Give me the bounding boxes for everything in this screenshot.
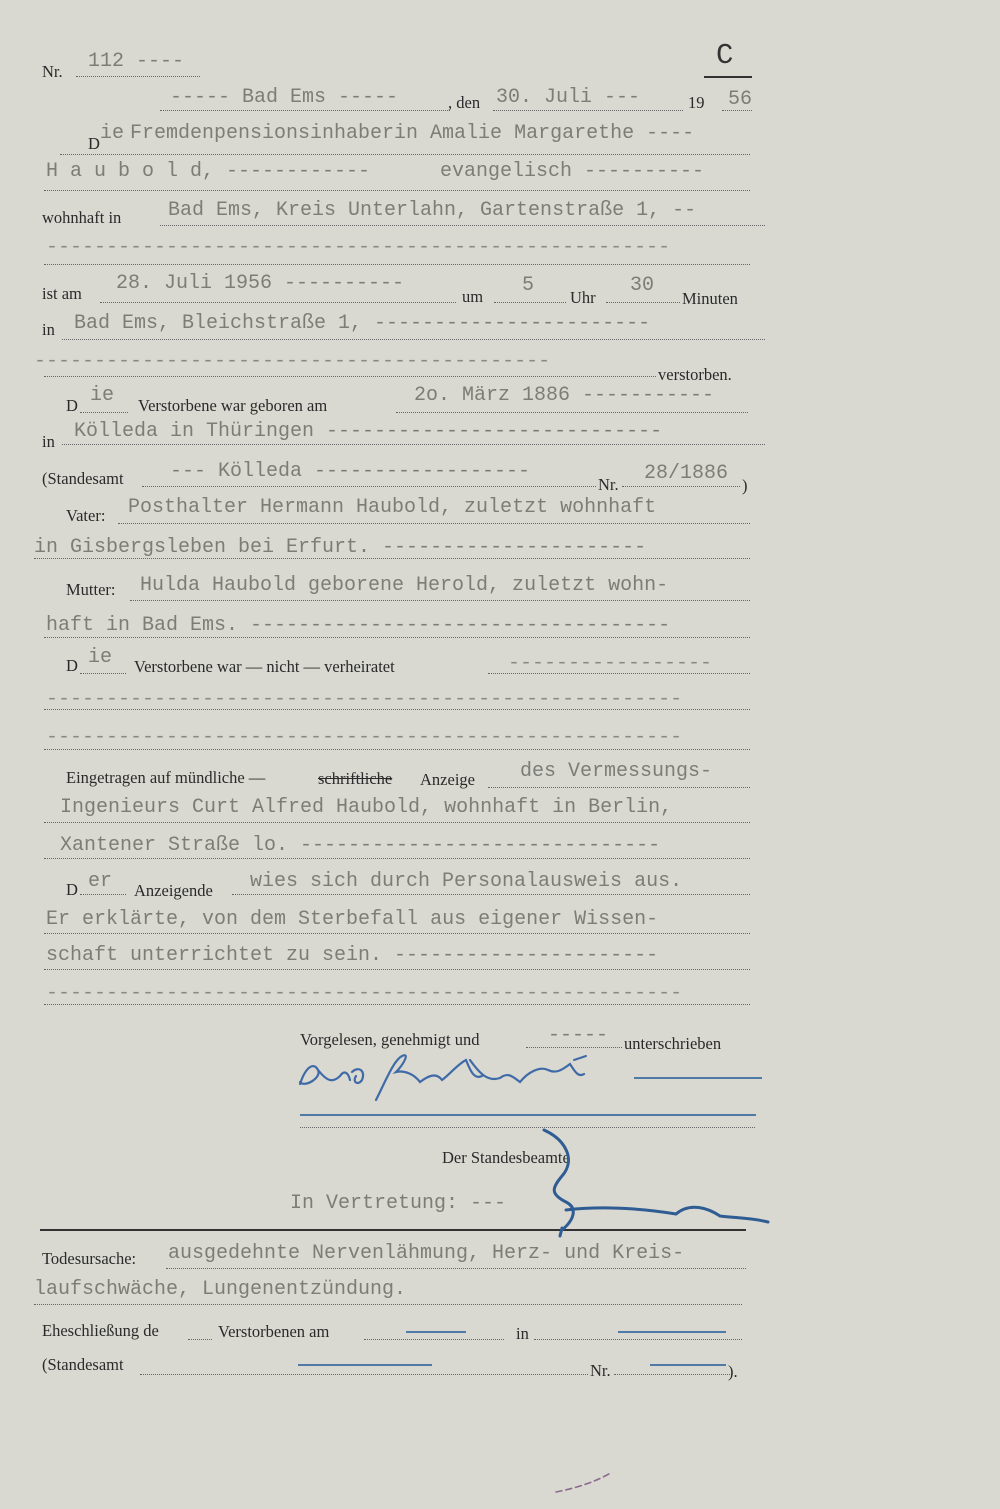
entry-verst-suffix: ie [90,384,115,407]
close-paren-2: ). [728,1362,738,1381]
geboren-label: Verstorbene war geboren am [138,396,328,415]
entry-married-suffix: ie [88,646,113,669]
nr-label: Nr. [42,62,63,81]
uhr-label: Uhr [570,288,596,307]
entry-declared-1: Er erklärte, von dem Sterbefall aus eigener Wissen- [46,908,659,931]
ist-am-label: ist am [42,284,82,303]
standesamt2-label: (Standesamt [42,1355,124,1374]
entry-death-place-cont: ------------------------------------------- [34,350,551,373]
anzeigende-d-label: D [66,880,78,899]
anzeige-label: Anzeige [420,770,475,789]
entry-married-fill: ----------------- [508,652,713,675]
in-label: in [42,320,55,339]
um-label: um [462,287,484,306]
standesamt-label: (Standesamt [42,469,124,488]
wohnhaft-label: wohnhaft in [42,208,122,227]
verheiratet-label: Verstorbene war — nicht — verheiratet [134,657,395,676]
entry-anzeigende-suffix: er [88,870,113,893]
entry-name-1: Fremdenpensionsinhaberin Amalie Margarethe ---- [130,122,695,145]
entry-father-1: Posthalter Hermann Haubold, zuletzt wohnhaft [128,496,657,519]
entry-vertretung: In Vertretung: --- [290,1192,507,1215]
year-prefix-label: 19 [688,93,705,112]
entry-declared-3: ----------------------------------------------------- [46,982,683,1005]
entry-birth-date: 2o. März 1886 ----------- [414,384,715,407]
married-d-label: D [66,656,78,675]
eheschliessung-label: Eheschließung de [42,1321,159,1340]
entry-nr: 112 ---- [88,50,185,73]
entry-death-date: 28. Juli 1956 ---------- [116,272,405,295]
verstorbenen-am-label: Verstorbenen am [218,1322,330,1341]
entry-cause-2: laufschwäche, Lungenentzündung. [34,1278,407,1301]
entry-letter: C [716,39,734,72]
schriftliche-label: schriftliche [318,769,393,788]
entry-minutes: 30 [630,274,655,297]
die-d-label: D [88,134,100,153]
entry-signed-fill: ----- [548,1024,609,1047]
entry-daymonth: 30. Juli --- [496,86,641,109]
eingetragen-label: Eingetragen auf mündliche — [66,768,266,787]
entry-year: 56 [728,88,753,111]
entry-cause-1: ausgedehnte Nervenlähmung, Herz- und Kreis- [168,1242,685,1265]
anzeigende-label: Anzeigende [134,881,213,900]
entry-place: ----- Bad Ems ----- [170,86,399,109]
entry-residence: Bad Ems, Kreis Unterlahn, Gartenstraße 1, -- [168,199,697,222]
entry-birth-registry: --- Kölleda ------------------ [170,460,531,483]
entry-birth-nr: 28/1886 [644,462,729,485]
entry-informant-3: Xantener Straße lo. ------------------------------ [60,834,661,857]
entry-mother-1: Hulda Haubold geborene Herold, zuletzt wohn- [140,574,669,597]
entry-name-2: H a u b o l d, ------------ [46,160,371,183]
entry-hour: 5 [522,274,535,297]
entry-married-cont-1: ----------------------------------------------------- [46,688,683,711]
standesbeamte-label: Der Standesbeamte [442,1148,570,1167]
entry-married-cont-2: ----------------------------------------------------- [46,726,683,749]
marriage-in-label: in [516,1324,529,1343]
entry-declared-2: schaft unterrichtet zu sein. ---------------------- [46,944,659,967]
todesursache-label: Todesursache: [42,1249,137,1268]
minuten-label: Minuten [682,289,738,308]
entry-birth-place: Kölleda in Thüringen ---------------------------- [74,420,663,443]
verstorben-label: verstorben. [658,365,732,384]
entry-informant-1: des Vermessungs- [520,760,713,783]
unterschrieben-label: unterschrieben [624,1034,722,1053]
entry-identified: wies sich durch Personalausweis aus. [250,870,683,893]
entry-death-place: Bad Ems, Bleichstraße 1, ----------------------- [74,312,651,335]
nr3-label: Nr. [590,1361,611,1380]
vorgelesen-label: Vorgelesen, genehmigt und [300,1030,480,1049]
vater-label: Vater: [66,506,106,525]
birth-in-label: in [42,432,55,451]
den-label: , den [448,93,481,112]
verst-d-label: D [66,396,78,415]
mutter-label: Mutter: [66,580,116,599]
entry-residence-cont: ---------------------------------------------------- [46,236,671,259]
entry-religion: evangelisch ---------- [440,160,705,183]
entry-father-2: in Gisbergsleben bei Erfurt. ---------------------- [34,536,647,559]
entry-informant-2: Ingenieurs Curt Alfred Haubold, wohnhaft in Berlin, [60,796,673,819]
entry-mother-2: haft in Bad Ems. ----------------------------------- [46,614,671,637]
nr2-label: Nr. [598,475,619,494]
entry-die-suffix: ie [100,122,125,145]
close-paren: ) [742,476,748,495]
